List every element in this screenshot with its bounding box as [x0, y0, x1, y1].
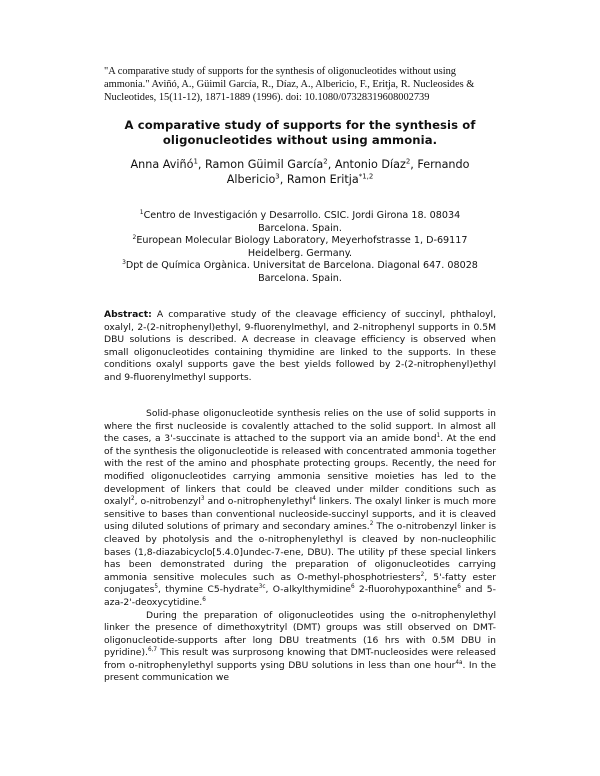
author-name: Albericio	[226, 173, 276, 186]
paragraph-text: During the preparation of oligonucleotides using the o-nitrophenylethyl linker the presence of dimethoxytrityl (DMT) groups was still observed on DMT-oligonucleotide-supports after long DBU treatments (16 hrs with 0.5M DBU in pyridine).	[104, 609, 496, 659]
author-name: , Antonio Díaz	[327, 158, 406, 171]
reference-mark: 3	[200, 496, 205, 503]
reference-mark: 6	[202, 596, 206, 603]
reference-mark: 5	[154, 584, 158, 591]
affiliation-text: Dpt de Química Orgànica. Universitat de Barcelona. Diagonal 647. 08028	[125, 260, 478, 272]
author-line	[100, 172, 500, 187]
author-line	[100, 157, 500, 172]
abstract-label: Abstract:	[104, 309, 152, 320]
author-affiliation-mark: 3	[275, 172, 280, 181]
reference-mark: 3c	[258, 584, 266, 591]
paragraph-text: and 5-aza-2'-deoxycytidine.	[104, 584, 496, 608]
paragraph-text: . At the end of the synthesis the oligonucleotide is released with concentrated ammonia together with the rest of the amino and phosphate protecting groups. Recently, the need for modified oligonucleotides carrying ammonia sensitive moieties has led to the development of linkers that could be cleaved under milder conditions such as oxalyl	[104, 433, 497, 508]
affiliation-line	[100, 235, 500, 248]
author-name: Anna Aviñó	[130, 158, 194, 171]
affiliation-line: Barcelona. Spain.	[258, 272, 342, 284]
citation-header: "A comparative study of supports for the synthesis of oligonucleotides without using ammonia." Aviñó, A., Güimil García, R., Díaz, A., Albericio, F., Eritja, R. Nucleosides & Nucleotides, 15(11-12), 1871-1889 (1996). doi: 10.1080/07328319608002739	[104, 66, 475, 103]
affiliation-line: Heidelberg. Germany.	[247, 247, 353, 259]
author-list	[100, 157, 500, 187]
affiliation-mark: 3	[122, 259, 126, 267]
author-affiliation-mark: 1	[193, 157, 198, 166]
paragraph-text: , thymine C5-hydrate	[158, 584, 259, 596]
body-paragraph	[104, 408, 496, 610]
affiliation-mark: 1	[139, 208, 144, 216]
abstract-text: A comparative study of the cleavage efficiency of succinyl, phthaloyl, oxalyl, 2-(2-nitrophenyl)ethyl, 9-fluorenylmethyl, and 2-nitrophenyl supports in 0.5M DBU solutions is described. A decrease in cleavage efficiency is observed when small oligonucleotides containing thymidine are linked to the supports. In these conditions oxalyl supports gave the best yields followed by 2-(2-nitrophenyl)ethyl and 9-fluorenylmethyl supports.	[104, 309, 496, 383]
affiliation-text: Centro de Investigación y Desarrollo. CSIC. Jordi Girona 18. 08034	[143, 210, 461, 221]
author-name: , Ramon Güimil García	[197, 158, 324, 171]
affiliation-line	[100, 210, 500, 223]
reference-mark: 2	[420, 571, 425, 578]
paragraph-text: The o-nitrobenzyl linker is cleaved by photolysis and the o-nitrophenylethyl is cleaved by non-nucleophilic bases (1,8-diazabicyclo[5.4.0]undec-7-ene, DBU). The utility pf these special linkers has been demonstrated during the preparation of oligonucleotides carrying ammonia sensitive molecules such as O-methyl-phosphotriesters	[104, 521, 496, 583]
body-paragraph	[104, 610, 496, 686]
reference-mark: 1	[436, 433, 441, 440]
reference-mark: 4	[312, 496, 316, 503]
affiliation-list	[100, 210, 500, 286]
reference-mark: 6	[457, 584, 461, 591]
affiliation-text: European Molecular Biology Laboratory, Meyerhofstrasse 1, D-69117	[136, 235, 468, 247]
reference-mark: 2	[369, 521, 374, 528]
paragraph-text: , 5'-fatty ester conjugates	[104, 571, 496, 596]
abstract	[104, 309, 496, 385]
reference-mark: 6	[350, 584, 355, 591]
reference-mark: 4a	[455, 659, 463, 666]
author-name: , Fernando	[410, 158, 470, 171]
paragraph-text: 2-fluorohypoxanthine	[354, 584, 458, 596]
paragraph-text: , O-alkylthymidine	[265, 584, 351, 596]
body-text	[104, 408, 496, 685]
paper-title	[95, 118, 505, 148]
affiliation-line	[100, 260, 500, 273]
author-name: , Ramon Eritja	[279, 173, 359, 186]
reference-mark: 2	[130, 496, 135, 503]
paragraph-text: . In the present communication we	[104, 659, 496, 684]
paragraph-text: linkers. The oxalyl linker is much more sensitive to bases than conventional nucleoside-succinyl supports, and it is cleaved using diluted solutions of primary and secondary amines.	[104, 496, 496, 533]
title-line: A comparative study of supports for the synthesis of	[124, 118, 476, 132]
author-affiliation-mark: *1,2	[358, 172, 374, 181]
paragraph-text: , o-nitrobenzyl	[134, 496, 201, 508]
paragraph-text: Solid-phase oligonucleotide synthesis relies on the use of solid supports in where the first nucleoside is covalently attached to the solid support. In almost all the cases, a 3'-succinate is attached to the support via an amide bond	[104, 408, 496, 445]
paragraph-text: and o-nitrophenylethyl	[204, 496, 313, 508]
title-line: oligonucleotides without using ammonia.	[162, 133, 438, 147]
author-affiliation-mark: 2	[323, 157, 328, 166]
affiliation-line: Barcelona. Spain.	[258, 222, 342, 234]
author-affiliation-mark: 2	[405, 157, 411, 166]
paragraph-text: This result was surprosong knowing that DMT-nucleosides were released from o-nitrophenylethyl supports ysing DBU solutions in less than one hour	[104, 647, 496, 671]
reference-mark: 6,7	[147, 647, 158, 654]
affiliation-mark: 2	[132, 234, 137, 241]
